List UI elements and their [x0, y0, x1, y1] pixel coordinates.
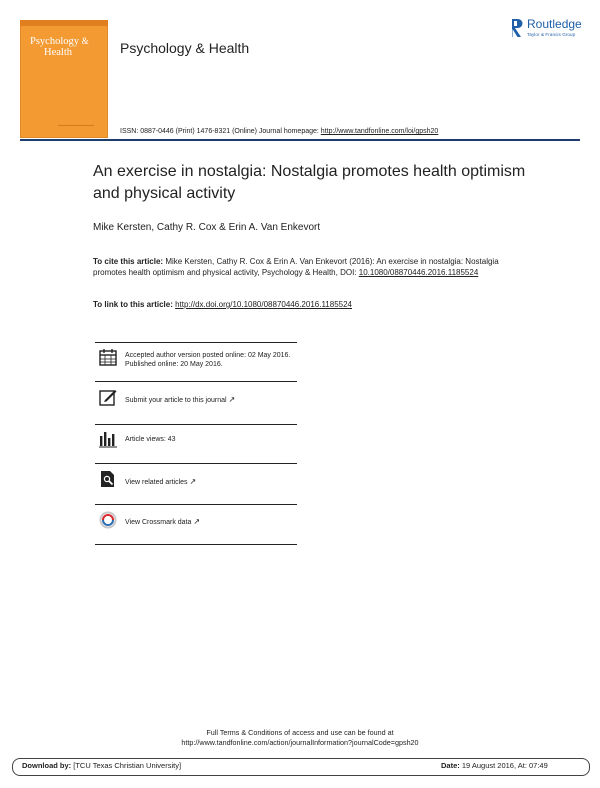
info-divider — [95, 504, 297, 505]
terms-url[interactable]: http://www.tandfonline.com/action/journalInformation?journalCode=gpsh20 — [181, 738, 419, 747]
download-date-label: Date: — [441, 761, 460, 770]
publication-dates — [125, 351, 295, 369]
cover-footer-mark — [58, 125, 94, 132]
calendar-icon — [99, 348, 117, 366]
header-divider — [20, 139, 580, 141]
search-document-icon — [99, 470, 117, 488]
journal-cover-image — [20, 20, 108, 138]
downloaded-by — [22, 761, 181, 770]
downloaded-by-value: [TCU Texas Christian University] — [71, 761, 182, 770]
terms-conditions-note — [0, 728, 600, 748]
citation-block — [93, 256, 513, 278]
cite-label: To cite this article: — [93, 257, 164, 266]
cite-text: Mike Kersten, Cathy R. Cox & Erin A. Van Enkevort (2016): An exercise in nostalgia: Nostalgia promotes health optimism and physical activity, Psychology & Health, DOI: — [93, 257, 499, 277]
link-label: To link to this article: — [93, 300, 176, 309]
crossmark-text: View Crossmark data — [125, 519, 192, 526]
download-date-value: 19 August 2016, At: 07:49 — [459, 761, 548, 770]
article-views: Article views: 43 — [125, 436, 176, 443]
article-authors: Mike Kersten, Cathy R. Cox & Erin A. Van Enkevort — [93, 222, 321, 233]
published-date: Published online: 20 May 2016. — [125, 361, 223, 368]
issn-line — [120, 128, 438, 135]
article-link-line — [93, 300, 352, 309]
info-divider — [95, 381, 297, 382]
accepted-date: Accepted author version posted online: 02 May 2016. — [125, 352, 291, 359]
cover-top-bar — [20, 20, 108, 26]
submit-article-link[interactable] — [125, 395, 295, 405]
crossmark-link[interactable] — [125, 517, 295, 527]
journal-name: Psychology & Health — [120, 40, 250, 56]
issn-text: ISSN: 0887-0446 (Print) 1476-8321 (Online) Journal homepage: — [120, 128, 321, 135]
crossmark-icon — [99, 511, 117, 529]
downloaded-by-label: Download by: — [22, 761, 72, 770]
edit-icon — [99, 388, 117, 406]
download-date — [441, 761, 548, 770]
bar-chart-icon — [99, 430, 117, 448]
article-doi-link[interactable]: http://dx.doi.org/10.1080/08870446.2016.1185524 — [175, 300, 352, 309]
cover-title-line2: Health — [44, 47, 72, 58]
info-divider — [95, 424, 297, 425]
external-link-icon: ↗ — [228, 395, 236, 404]
external-link-icon: ↗ — [189, 477, 197, 486]
publisher-logo-subtext: Taylor & Francis Group — [527, 32, 576, 37]
related-articles-link[interactable] — [125, 477, 295, 487]
submit-article-text: Submit your article to this journal — [125, 397, 227, 404]
journal-homepage-link[interactable]: http://www.tandfonline.com/loi/gpsh20 — [320, 128, 439, 135]
cite-doi-link[interactable]: 10.1080/08870446.2016.1185524 — [358, 268, 479, 277]
routledge-logo-icon — [511, 18, 523, 38]
info-divider — [95, 342, 297, 343]
info-divider — [95, 463, 297, 464]
related-articles-text: View related articles — [125, 479, 188, 486]
article-title: An exercise in nostalgia: Nostalgia promotes health optimism and physical activity — [93, 163, 526, 202]
external-link-icon: ↗ — [193, 517, 201, 526]
cover-title-line1: Psychology — [30, 36, 80, 47]
terms-line1: Full Terms & Conditions of access and use can be found at — [206, 728, 394, 737]
publisher-logo-text: Routledge — [527, 17, 582, 31]
info-divider — [95, 544, 297, 545]
cover-title-amp: & — [81, 36, 89, 46]
cover-title — [30, 36, 89, 58]
